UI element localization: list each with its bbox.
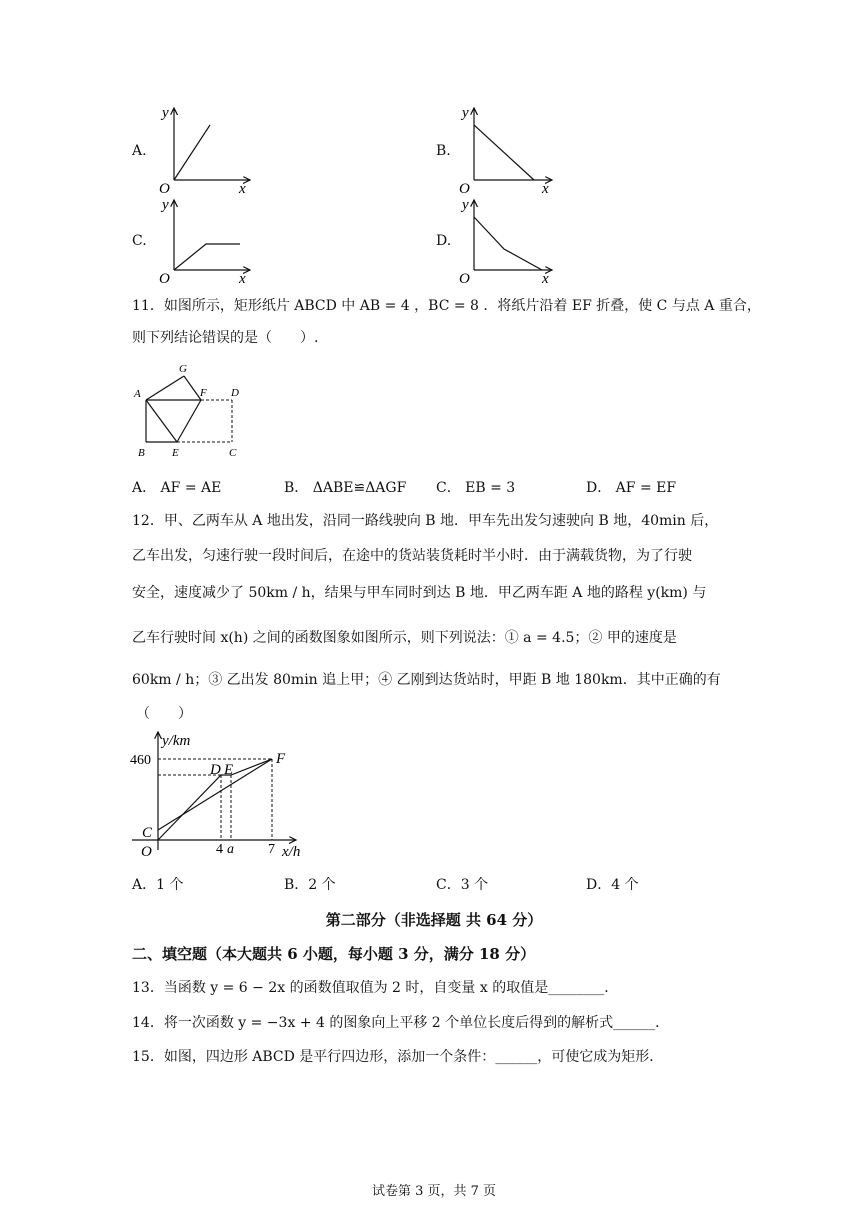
x-tick-a: a: [227, 842, 234, 857]
point-f-label: F: [200, 387, 207, 399]
q12-text-line4: 乙车行驶时间 x(h) 之间的函数图象如图所示，则下列说法：① a = 4.5；② 甲的速度是: [132, 630, 677, 646]
q12-text-line6: （ ）: [136, 706, 192, 722]
origin-label: O: [459, 271, 470, 287]
segment-fe: [177, 400, 201, 442]
x-axis-label: x: [542, 181, 549, 195]
origin-label: O: [141, 844, 152, 860]
part2-title: 第二部分（非选择题 共 64 分）: [325, 911, 543, 929]
q11-option-c: C． EB = 3: [436, 480, 516, 496]
point-e-label: E: [172, 447, 179, 459]
q10-graph-b: [450, 100, 560, 195]
q11-option-d: D． AF = EF: [586, 480, 677, 496]
y-axis-label: y: [462, 105, 469, 121]
option-b-label: B.: [436, 143, 451, 159]
q12-option-b: B．2 个: [284, 877, 336, 893]
origin-label: O: [159, 271, 170, 287]
segment-ae: [146, 400, 177, 442]
q12-option-c: C．3 个: [436, 877, 489, 893]
x-axis-label: x: [239, 181, 246, 195]
graph-line: [174, 244, 240, 270]
x-axis-label: x: [239, 271, 246, 287]
y-tick-460: 460: [130, 753, 151, 768]
q13-text: 13．当函数 y = 6 − 2x 的函数值取值为 2 时，自变量 x 的取值是________．: [132, 980, 619, 996]
x-tick-4: 4: [216, 842, 223, 857]
segment-gf: [184, 376, 201, 400]
point-e-label: E: [224, 762, 234, 778]
q11-rectangle-figure: [130, 358, 260, 462]
point-f-label: F: [276, 751, 286, 767]
q14-text: 14．将一次函数 y = −3x + 4 的图象向上平移 2 个单位长度后得到的解析式______．: [132, 1015, 670, 1031]
x-tick-7: 7: [268, 842, 275, 857]
y-axis-label: y/km: [162, 733, 191, 749]
q15-text: 15．如图，四边形 ABCD 是平行四边形，添加一个条件：______，可使它成为矩形．: [132, 1049, 664, 1065]
page-footer: 试卷第 3 页，共 7 页: [371, 1184, 497, 1199]
point-c-label: C: [229, 447, 237, 459]
q11-option-a: A． AF = AE: [132, 480, 222, 496]
origin-label: O: [459, 181, 470, 195]
q12-option-a: A．1 个: [132, 877, 184, 893]
point-g-label: G: [179, 363, 187, 375]
option-d-label: D.: [436, 233, 452, 249]
q12-text-line5: 60km / h；③ 乙出发 80min 追上甲；④ 乙刚到达货站时，甲距 B 地 180km．其中正确的有: [132, 672, 721, 688]
q11-text-line2: 则下列结论错误的是（ ）.: [132, 330, 319, 346]
q11-text-line1: 11．如图所示，矩形纸片 ABCD 中 AB = 4 ，BC = 8 ．将纸片沿着 EF 折叠，使 C 与点 A 重合，: [132, 298, 761, 314]
point-c-label: C: [142, 825, 153, 841]
section-title: 二、填空题（本大题共 6 小题，每小题 3 分，满分 18 分）: [132, 945, 536, 963]
y-axis-label: y: [462, 197, 469, 213]
q12-text-line3: 安全，速度减少了 50km / h，结果与甲车同时到达 B 地．甲乙两车距 A 地的路程 y(km) 与: [132, 585, 707, 601]
graph-line: [174, 125, 210, 180]
q12-distance-graph: [126, 726, 316, 864]
point-d-label: D: [210, 762, 221, 778]
q10-graph-a: [150, 100, 260, 195]
origin-label: O: [159, 181, 170, 195]
y-axis-label: y: [162, 197, 169, 213]
x-axis-label: x: [542, 271, 549, 287]
option-c-label: C.: [132, 233, 147, 249]
q10-graph-d: [450, 192, 560, 287]
y-axis-label: y: [162, 105, 169, 121]
point-d-label: D: [231, 387, 239, 399]
q11-option-b: B． ΔABE≌ΔAGF: [284, 480, 407, 496]
x-axis-label: x/h: [282, 844, 301, 860]
option-a-label: A.: [132, 143, 147, 159]
q12-text-line2: 乙车出发，匀速行驶一段时间后，在途中的货站装货耗时半小时．由于满载货物，为了行驶: [132, 548, 692, 564]
graph-line: [474, 217, 542, 270]
q12-text-line1: 12．甲、乙两车从 A 地出发，沿同一路线驶向 B 地．甲车先出发匀速驶向 B 地，40min 后，: [132, 513, 719, 529]
q10-graph-c: [150, 192, 260, 287]
point-b-label: B: [138, 447, 145, 459]
graph-line: [474, 125, 534, 180]
segment-ag: [146, 376, 184, 400]
q12-option-d: D．4 个: [586, 877, 639, 893]
point-a-label: A: [134, 388, 141, 400]
